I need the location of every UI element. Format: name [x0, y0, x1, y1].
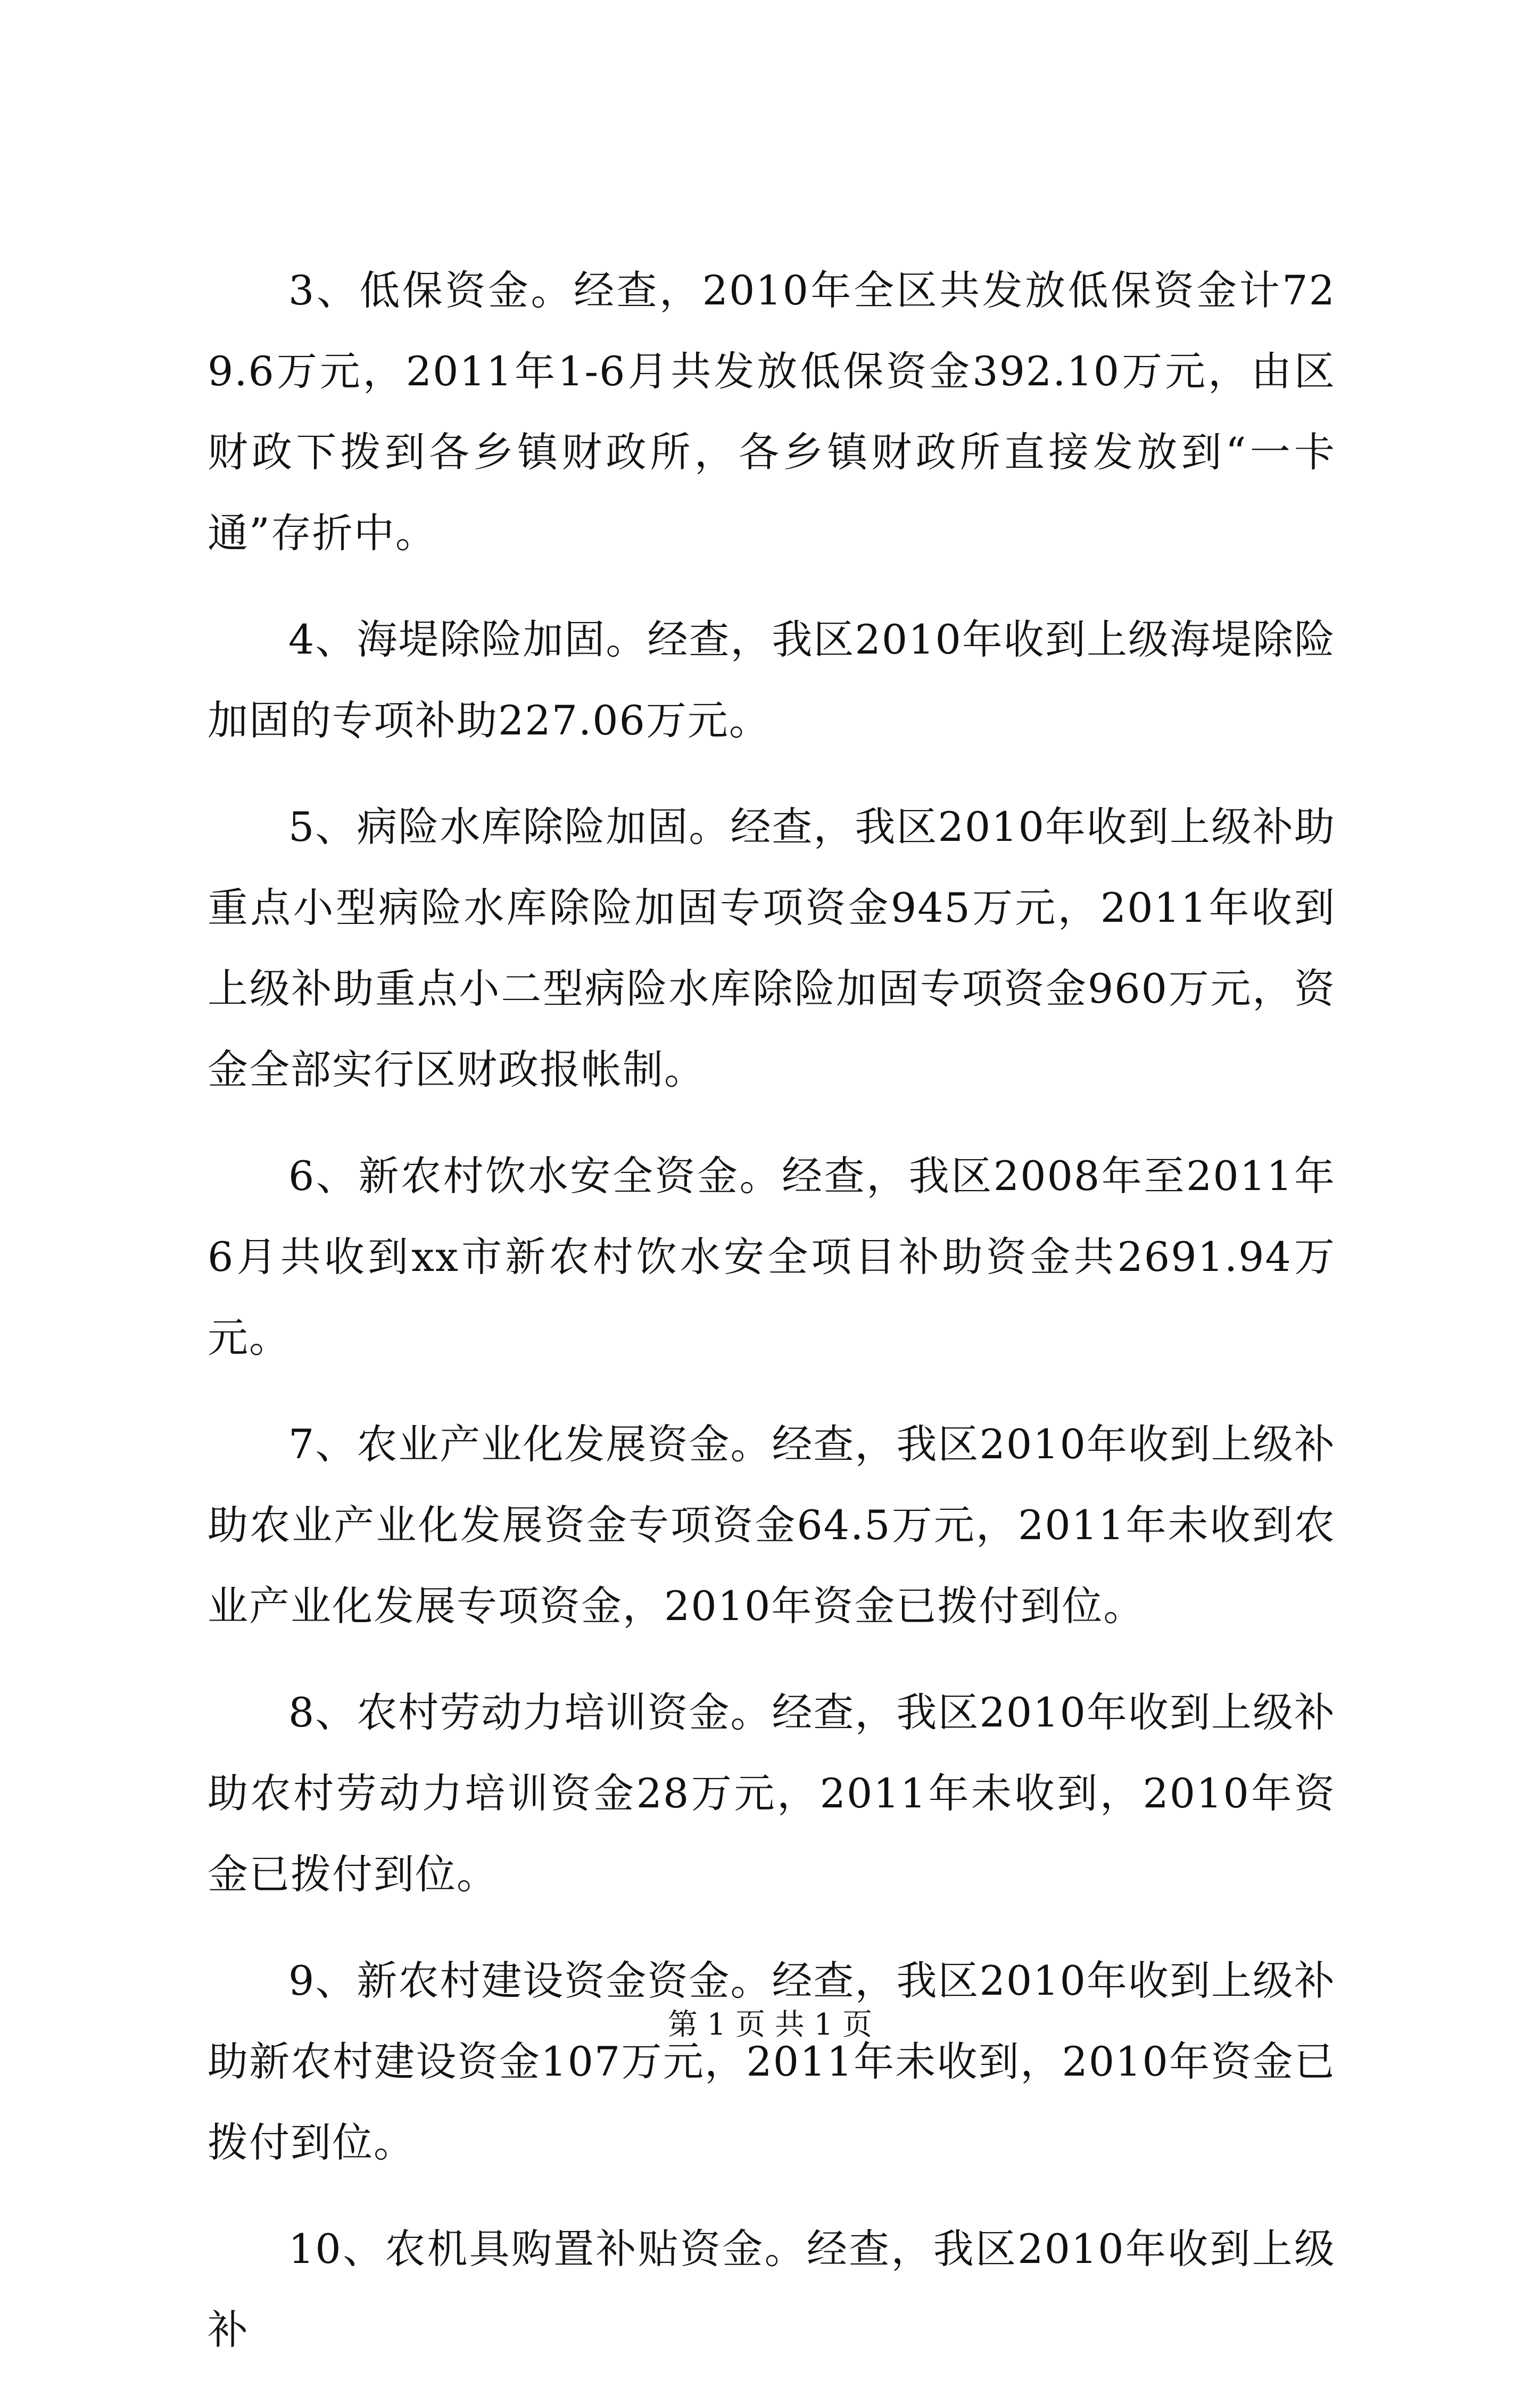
- page-footer: 第 1 页 共 1 页: [667, 2007, 873, 2042]
- paragraph-item-10: 10、农机具购置补贴资金。经查，我区2010年收到上级补: [208, 2225, 1336, 2353]
- document-body: [208, 250, 1336, 2396]
- paragraph-item-8: 8、农村劳动力培训资金。经查，我区2010年收到上级补助农村劳动力培训资金28万元，2011年未收到，2010年资金已拨付到位。: [208, 1689, 1336, 1898]
- paragraph-item-3: 3、低保资金。经查，2010年全区共发放低保资金计729.6万元，2011年1-6月共发放低保资金392.10万元，由区财政下拨到各乡镇财政所，各乡镇财政所直接发放到“一卡通”存折中。: [208, 267, 1336, 557]
- paragraph-item-4: 4、海堤除险加固。经查，我区2010年收到上级海堤除险加固的专项补助227.06万元。: [208, 616, 1336, 744]
- paragraph-item-7: 7、农业产业化发展资金。经查，我区2010年收到上级补助农业产业化发展资金专项资金64.5万元，2011年未收到农业产业化发展专项资金，2010年资金已拨付到位。: [208, 1420, 1336, 1630]
- paragraph-item-5: 5、病险水库除险加固。经查，我区2010年收到上级补助重点小型病险水库除险加固专项资金945万元，2011年收到上级补助重点小二型病险水库除险加固专项资金960万元，资金全部实行区财政报帐制。: [208, 803, 1336, 1093]
- paragraph-item-6: 6、新农村饮水安全资金。经查，我区2008年至2011年6月共收到xx市新农村饮水安全项目补助资金共2691.94万元。: [208, 1152, 1336, 1361]
- paragraph-item-9: 9、新农村建设资金资金。经查，我区2010年收到上级补助新农村建设资金107万元，2011年未收到，2010年资金已拨付到位。: [208, 1957, 1336, 2166]
